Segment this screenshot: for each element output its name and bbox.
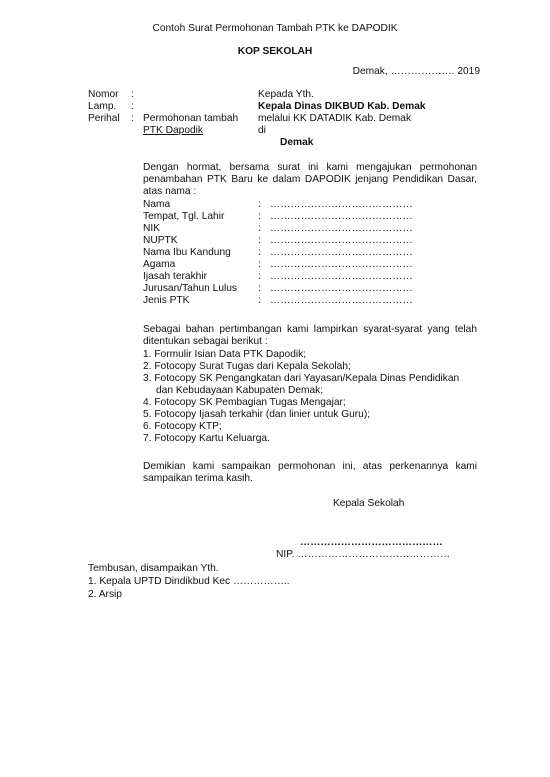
date-line: Demak, ………………. 2019 bbox=[352, 66, 480, 77]
recipient-line3: melalui KK DATADIK Kab. Demak bbox=[258, 113, 412, 124]
attachment-item: 5. Fotocopy Ijasah terkahir (dan linier untuk Guru); bbox=[143, 409, 371, 420]
attachment-item: 7. Fotocopy Kartu Keluarga. bbox=[143, 433, 270, 444]
field-colon: : bbox=[258, 247, 261, 258]
attachment-item-continuation: dan Kebudayaan Kabupaten Demak; bbox=[156, 385, 324, 396]
field-value-placeholder: …………………………………… bbox=[270, 247, 413, 258]
field-value-placeholder: …………………………………… bbox=[270, 259, 413, 270]
field-colon: : bbox=[258, 259, 261, 270]
considerations-paragraph: Sebagai bahan pertimbangan kami lampirkan syarat-syarat yang telah ditentukan sebagai berikut : bbox=[143, 324, 477, 347]
field-value-placeholder: …………………………………… bbox=[270, 199, 413, 210]
field-label: NUPTK bbox=[143, 235, 178, 246]
field-label: Agama bbox=[143, 259, 176, 270]
field-colon: : bbox=[258, 295, 261, 306]
field-value-placeholder: …………………………………… bbox=[270, 283, 413, 294]
field-label: Nama Ibu Kandung bbox=[143, 247, 231, 258]
field-colon: : bbox=[258, 283, 261, 294]
field-label: Ijasah terakhir bbox=[143, 271, 207, 282]
perihal-text-line2: PTK Dapodik bbox=[143, 125, 204, 136]
signature-name-line: …………………………………… bbox=[300, 537, 443, 548]
lamp-colon: : bbox=[131, 101, 134, 112]
field-value-placeholder: …………………………………… bbox=[270, 211, 413, 222]
signature-nip-line: NIP. ……………………………………… bbox=[276, 549, 451, 560]
nomor-colon: : bbox=[131, 89, 134, 100]
perihal-label: Perihal bbox=[88, 113, 120, 124]
field-colon: : bbox=[258, 235, 261, 246]
field-value-placeholder: …………………………………… bbox=[270, 235, 413, 246]
field-colon: : bbox=[258, 199, 261, 210]
cc-item: 2. Arsip bbox=[88, 589, 122, 600]
closing-paragraph: Demikian kami sampaikan permohonan ini, atas perkenannya kami sampaikan terima kasih. bbox=[143, 461, 477, 484]
field-colon: : bbox=[258, 271, 261, 282]
attachment-item: 1. Formulir Isian Data PTK Dapodik; bbox=[143, 349, 307, 360]
field-label: Tempat, Tgl. Lahir bbox=[143, 211, 225, 222]
field-value-placeholder: …………………………………… bbox=[270, 271, 413, 282]
field-colon: : bbox=[258, 211, 261, 222]
kop-sekolah-heading: KOP SEKOLAH bbox=[237, 46, 313, 57]
field-label: NIK bbox=[143, 223, 160, 234]
field-value-placeholder: …………………………………… bbox=[270, 223, 413, 234]
signature-title: Kepala Sekolah bbox=[333, 498, 405, 509]
field-label: Jurusan/Tahun Lulus bbox=[143, 283, 238, 294]
intro-paragraph: Dengan hormat, bersama surat ini kami mengajukan permohonan penambahan PTK Baru ke dalam DAPODIK jenjang Pendidikan Dasar, atas nama : bbox=[143, 162, 477, 197]
attachment-item: 3. Fotocopy SK Pengangkatan dari Yayasan/Kepala Dinas Pendidikan bbox=[143, 373, 460, 384]
cc-item: 1. Kepala UPTD Dindikbud Kec …………….. bbox=[88, 576, 290, 587]
perihal-text-line1: Permohonan tambah bbox=[143, 113, 239, 124]
recipient-line4: di bbox=[258, 125, 266, 136]
perihal-colon: : bbox=[131, 113, 134, 124]
field-colon: : bbox=[258, 223, 261, 234]
attachment-item: 2. Fotocopy Surat Tugas dari Kepala Sekolah; bbox=[143, 361, 351, 372]
field-value-placeholder: …………………………………… bbox=[270, 295, 413, 306]
document-title: Contoh Surat Permohonan Tambah PTK ke DAPODIK bbox=[152, 23, 398, 34]
recipient-line1: Kepada Yth. bbox=[258, 89, 314, 100]
field-label: Nama bbox=[143, 199, 171, 210]
nomor-label: Nomor bbox=[88, 89, 119, 100]
attachment-item: 4. Fotocopy SK Pembagian Tugas Mengajar; bbox=[143, 397, 346, 408]
recipient-line5: Demak bbox=[280, 137, 314, 148]
cc-heading: Tembusan, disampaikan Yth. bbox=[88, 563, 219, 574]
recipient-line2: Kepala Dinas DIKBUD Kab. Demak bbox=[258, 101, 426, 112]
field-label: Jenis PTK bbox=[143, 295, 190, 306]
lamp-label: Lamp. bbox=[88, 101, 117, 112]
attachment-item: 6. Fotocopy KTP; bbox=[143, 421, 222, 432]
